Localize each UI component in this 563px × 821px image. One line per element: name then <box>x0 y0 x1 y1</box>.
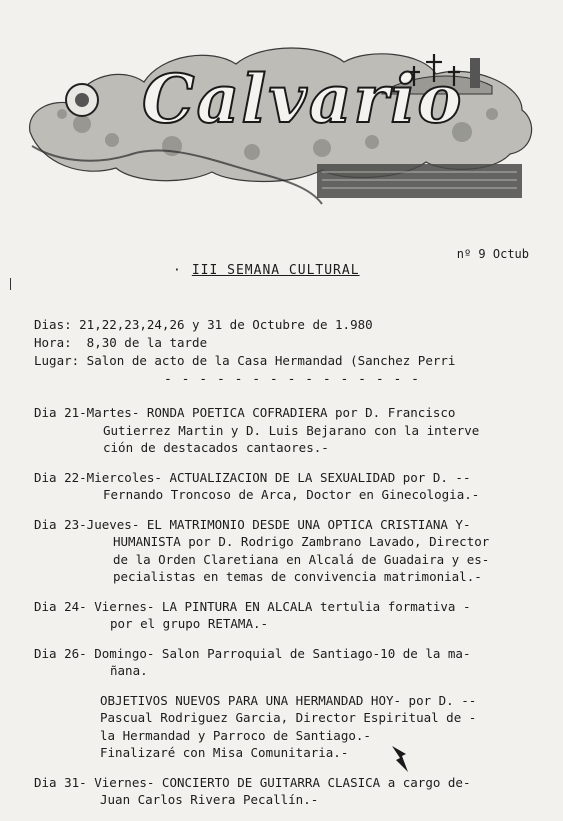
ink-mark-icon <box>388 744 414 774</box>
event-list <box>34 404 554 821</box>
event-line: Pascual Rodriguez Garcia, Director Espiritual de - <box>100 710 477 725</box>
event-line: Dia 24- Viernes- LA PINTURA EN ALCALA tertulia formativa - <box>34 598 471 614</box>
section-title <box>173 263 360 278</box>
margin-mark <box>10 278 11 290</box>
event-line: Gutierrez Martin y D. Luis Bejarano con la interve <box>103 422 480 438</box>
event-line: Dia 23-Jueves- EL MATRIMONIO DESDE UNA OPTICA CRISTIANA Y- <box>34 516 471 532</box>
event-line: Dia 31- Viernes- CONCIERTO DE GUITARRA CLASICA a cargo de- <box>34 774 471 790</box>
event-line: ción de destacados cantaores.- <box>103 440 329 455</box>
event-line: Dia 22-Miercoles- ACTUALIZACION DE LA SEXUALIDAD por D. -- <box>34 469 471 485</box>
masthead-title: Calvario <box>142 60 464 138</box>
info-dias: Dias: 21,22,23,24,26 y 31 de Octubre de 1.980 <box>34 317 373 332</box>
event-line: Finalizaré con Misa Comunitaria.- <box>100 745 349 760</box>
separator: - - - - - - - - - - - - - - - <box>164 372 420 387</box>
event-line: la Hermandad y Parroco de Santiago.- <box>100 727 371 743</box>
event-item <box>34 469 554 504</box>
info-lugar: Lugar: Salon de acto de la Casa Hermandad (Sanchez Perri <box>34 353 456 368</box>
event-line: Dia 26- Domingo- Salon Parroquial de Santiago-10 de la ma- <box>34 645 471 661</box>
event-item <box>34 645 554 680</box>
event-line: de la Orden Claretiana en Alcalá de Guadaira y es- <box>113 551 490 567</box>
event-item <box>34 774 554 809</box>
masthead <box>22 14 542 219</box>
church-tower-icon <box>470 58 480 88</box>
event-line: por el grupo RETAMA.- <box>110 616 269 631</box>
event-line: ñana. <box>110 663 148 678</box>
event-item <box>34 692 554 762</box>
event-line: pecialistas en temas de convivencia matrimonial.- <box>113 569 482 584</box>
event-item <box>34 404 554 457</box>
event-info <box>34 316 455 370</box>
section-title-text: III SEMANA CULTURAL <box>191 263 360 278</box>
event-item <box>34 598 554 633</box>
event-line: HUMANISTA por D. Rodrigo Zambrano Lavado, Director <box>113 534 490 549</box>
event-line: OBJETIVOS NUEVOS PARA UNA HERMANDAD HOY- por D. -- <box>100 692 477 708</box>
event-line: Dia 21-Martes- RONDA POETICA COFRADIERA por D. Francisco <box>34 405 456 420</box>
event-line: Juan Carlos Rivera Pecallín.- <box>100 792 319 807</box>
issue-number: nº 9 Octub <box>456 247 529 261</box>
info-hora: Hora: 8,30 de la tarde <box>34 335 208 350</box>
bullet-dot: · <box>173 263 182 278</box>
event-item <box>34 516 554 586</box>
banner-strip <box>317 164 522 198</box>
event-line: Fernando Troncoso de Arca, Doctor en Ginecologia.- <box>103 487 480 502</box>
